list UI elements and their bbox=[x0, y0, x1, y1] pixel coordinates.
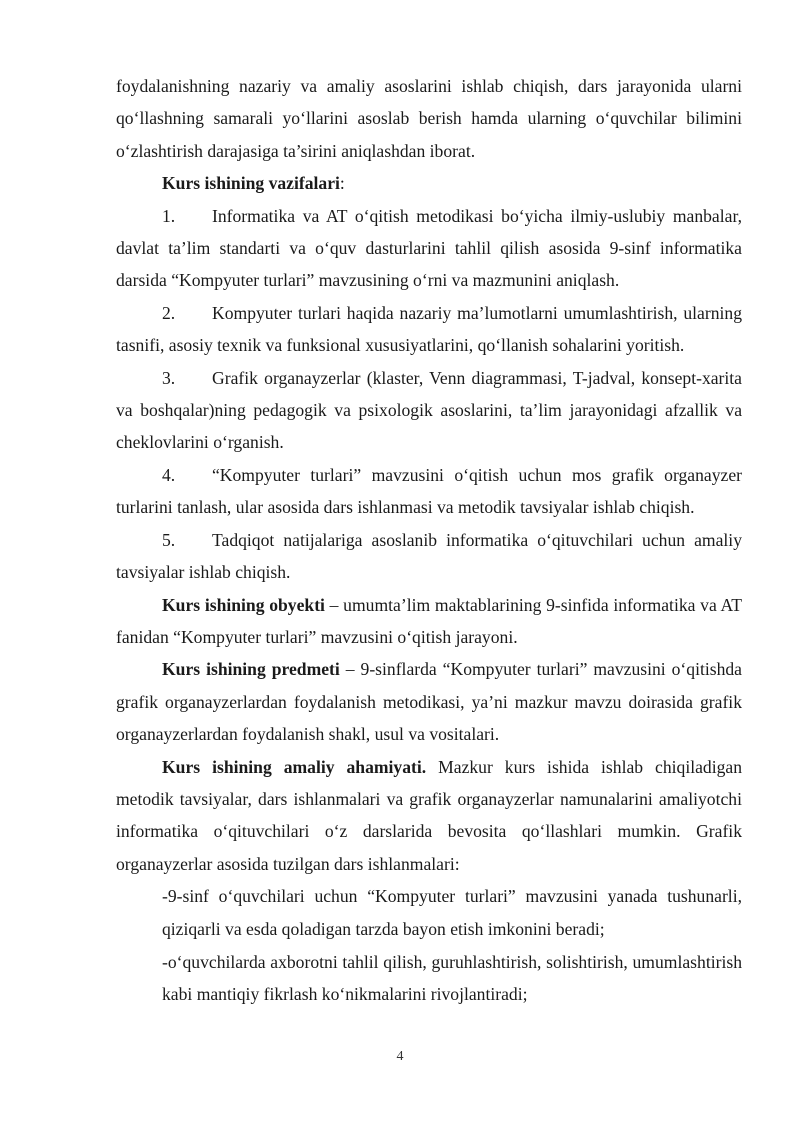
bullet-item-1: -9-sinf o‘quvchilari uchun “Kompyuter turlari” mavzusini yanada tushunarli, qiziqarli va esda qoladigan tarzda bayon etish imkonini beradi; bbox=[162, 886, 742, 939]
task-number: 1. bbox=[162, 205, 176, 226]
practical-text: Mazkur kurs ishida ishlab chiqiladigan metodik tavsiyalar, dars ishlanmalari va grafik organayzerlar namunalarini amaliyotchi informatika o‘qituvchilari o‘z darslarida bevosita qo‘llashlari mumkin. Grafik organayzerlar asosida tuzilgan dars ishlanmalari: bbox=[116, 756, 742, 874]
object-text: – umumta’lim maktablarining 9-sinfida informatika va AT fanidan “Kompyuter turlari” mavzusini o‘qitish jarayoni. bbox=[116, 594, 743, 647]
task-item-3 bbox=[116, 362, 742, 459]
tasks-heading: Kurs ishining vazifalari bbox=[162, 173, 340, 194]
subject-text: – 9-sinflarda “Kompyuter turlari” mavzusini o‘qitishda grafik organayzerlardan foydalanish metodikasi, ya’ni mazkur mavzu doirasida grafik organayzerlardan foydalanish shakl, usul va vositalari. bbox=[116, 659, 742, 745]
task-number: 4. bbox=[162, 464, 176, 485]
task-text: Informatika va AT o‘qitish metodikasi bo‘yicha ilmiy-uslubiy manbalar, davlat ta’lim standarti va o‘quv dasturlarini tahlil qilish asosida 9-sinf informatika darsida “Kompyuter turlari” mavzusining o‘rni va mazmunini aniqlash. bbox=[116, 205, 742, 291]
object-paragraph bbox=[116, 589, 742, 654]
task-item-1 bbox=[116, 200, 742, 297]
page-body bbox=[116, 70, 742, 1011]
practical-label: Kurs ishining amaliy ahamiyati. bbox=[162, 756, 427, 777]
task-text: Grafik organayzerlar (klaster, Venn diagrammasi, T-jadval, konsept-xarita va boshqalar)ning pedagogik va psixologik asoslarini, ta’lim jarayonidagi afzallik va cheklovlarini o‘rganish. bbox=[116, 367, 742, 453]
task-number: 2. bbox=[162, 302, 176, 323]
task-number: 5. bbox=[162, 529, 176, 550]
task-text: Tadqiqot natijalariga asoslanib informatika o‘qituvchilari uchun amaliy tavsiyalar ishlab chiqish. bbox=[116, 529, 742, 583]
task-item-4 bbox=[116, 459, 742, 524]
task-text: Kompyuter turlari haqida nazariy ma’lumotlarni umumlashtirish, ularning tasnifi, asosiy texnik va funksional xususiyatlarini, qo‘llanish sohalarini yoritish. bbox=[116, 302, 742, 356]
task-item-2 bbox=[116, 297, 742, 362]
practical-paragraph bbox=[116, 751, 742, 881]
object-label: Kurs ishining obyekti bbox=[162, 594, 325, 615]
task-number: 3. bbox=[162, 367, 176, 388]
subject-paragraph bbox=[116, 653, 742, 750]
intro-paragraph: foydalanishning nazariy va amaliy asoslarini ishlab chiqish, dars jarayonida ularni qo‘llashning samarali yo‘llarini asoslab berish hamda ularning o‘quvchilar bilimini o‘zlashtirish darajasiga ta’sirini aniqlashdan iborat. bbox=[116, 76, 742, 161]
task-text: “Kompyuter turlari” mavzusini o‘qitish uchun mos grafik organayzer turlarini tanlash, ular asosida dars ishlanmasi va metodik tavsiyalar ishlab chiqish. bbox=[116, 464, 742, 518]
task-item-5 bbox=[116, 524, 742, 589]
page-number: 4 bbox=[396, 1049, 404, 1064]
subject-label: Kurs ishining predmeti bbox=[162, 659, 340, 680]
tasks-heading-colon: : bbox=[339, 173, 345, 194]
tasks-heading-line bbox=[116, 167, 742, 199]
bullet-item-2: -o‘quvchilarda axborotni tahlil qilish, guruhlashtirish, solishtirish, umumlashtirish kabi mantiqiy fikrlash ko‘nikmalarini rivojlantiradi; bbox=[162, 951, 742, 1005]
